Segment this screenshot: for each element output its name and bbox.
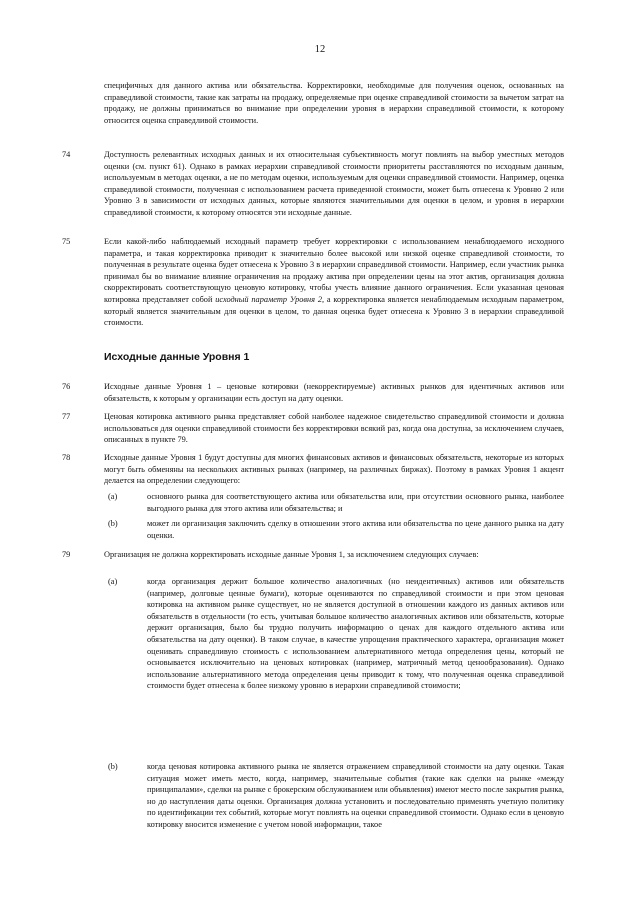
paragraph-continuation: специфичных для данного актива или обязательства. Корректировки, необходимые для получения оценок, основанных на справедливой стоимости, такие как затраты на продажу, определяемые при оценке справедливой стоимости за вычетом затрат на продажу, не должны приниматься во внимание при определении уровня в иерархии справедливой стоимости, к которому относится оценка справедливой стоимости. [104, 81, 564, 125]
paragraph-76: Исходные данные Уровня 1 – ценовые котировки (некорректируемые) активных рынков для идентичных активов или обязательств, к которым у организации есть доступ на дату оценки. [104, 382, 564, 403]
paragraph-number-76: 76 [62, 382, 71, 391]
paragraph-number-79: 79 [62, 550, 71, 559]
list-item-text: когда ценовая котировка активного рынка не является отражением справедливой стоимости на дату оценки. Такая ситуация может иметь место, когда, например, значительные события (такие как сделки на рынке «между принципалами», сделки на рынке с брокерским обслуживанием или объявления) имеют место после закрытия рынка, но до наступления даты оценки. Организация должна установить и последовательно применять учетную политику по идентификации тех событий, которые могут повлиять на оценки справедливой стоимости. Однако если в ценовую котировку вносится изменение с учетом новой информации, такое [147, 762, 564, 829]
list-item-label: (b) [108, 519, 118, 528]
list-item-text: основного рынка для соответствующего актива или обязательства или, при отсутствии основного рынка, наиболее выгодного рынка для этого актива или обязательства; и [147, 492, 564, 513]
section-heading: Исходные данные Уровня 1 [104, 351, 250, 363]
paragraph-number-75: 75 [62, 237, 71, 246]
paragraph-number-77: 77 [62, 412, 71, 421]
emphasis-level-2-input: исходный параметр Уровня 2 [215, 294, 322, 304]
list-item-text: когда организация держит большое количество аналогичных (но неидентичных) активов или обязательств (например, долговые ценные бумаги), которые оцениваются по справедливой стоимости и при этом ценовая котировка на активном рынке существует, но не является доступной в отношении каждого из данных активов или обязательств в отдельности (то есть, учитывая большое количество аналогичных активов или обязательств, которые держит организация, было бы трудно получить информацию о ценах для каждого отдельного актива или обязательства на дату оценки). В таком случае, в качестве упрощения практического характера, организация может оценивать справедливую стоимость с использованием альтернативного метода определения цены, который не основывается исключительно на ценовых котировках (например, матричный метод ценообразования). Однако использование альтернативного метода определения цены приводит к тому, что полученная оценка справедливой стоимости будет отнесена к более низкому уровню в иерархии справедливой стоимости; [147, 577, 564, 691]
paragraph-77: Ценовая котировка активного рынка представляет собой наиболее надежное свидетельство справедливой стоимости и должна использоваться для оценки справедливой стоимости без корректировки всякий раз, когда она доступна, за исключением случаев, описанных в пункте 79. [104, 412, 564, 445]
list-item-text: может ли организация заключить сделку в отношении этого актива или обязательства по цене данного рынка на дату оценки. [147, 519, 564, 540]
list-item-label: (a) [108, 577, 118, 586]
page-number: 12 [314, 44, 326, 55]
paragraph-79: Организация не должна корректировать исходные данные Уровня 1, за исключением следующих случаев: [104, 550, 479, 559]
list-item-label: (a) [108, 492, 118, 501]
list-item-label: (b) [108, 762, 118, 771]
paragraph-78: Исходные данные Уровня 1 будут доступны для многих финансовых активов и финансовых обязательств, некоторые из которых могут быть обменяны на нескольких активных рынках (например, на различных биржах). Поэтому в рамках Уровня 1 акцент делается на определении следующего: [104, 453, 564, 486]
paragraph-74: Доступность релевантных исходных данных и их относительная субъективность могут повлиять на выбор уместных методов оценки (см. пункт 61). Однако в рамках иерархии справедливой стоимости приоритеты расставляются по исходным данным, используемым в методах оценки, а не по методам оценки, используемым для оценки справедливой стоимости. Например, оценка справедливой стоимости, полученная с использованием расчета приведенной стоимости, может быть отнесена к Уровню 2 или Уровню 3 в зависимости от исходных данных, которые являются значительными для оценки в целом, и уровня в иерархии справедливой стоимости, к которому относятся эти исходные данные. [104, 150, 564, 217]
paragraph-75: Если какой-либо наблюдаемый исходный параметр требует корректировки с использованием ненаблюдаемого исходного параметра, и такая корректировка приводит к значительно более высокой или низкой оценке справедливой стоимости, то полученная в результате оценка будет отнесена к Уровню 3 в иерархии справедливой стоимости. Например, если участник рынка принимал бы во внимание влияние ограничения на продажу актива при определении цены на этот актив, организация должна скорректировать соответствующую ценовую котировку, чтобы учесть влияние данного ограничения. Если указанная ценовая котировка представляет собой исходный параметр Уровня 2, а корректировка является ненаблюдаемым исходным параметром, который является значительным для оценки в целом, то данная оценка будет отнесена к Уровню 3 в иерархии справедливой стоимости. [104, 237, 564, 328]
paragraph-number-78: 78 [62, 453, 71, 462]
paragraph-number-74: 74 [62, 150, 71, 159]
